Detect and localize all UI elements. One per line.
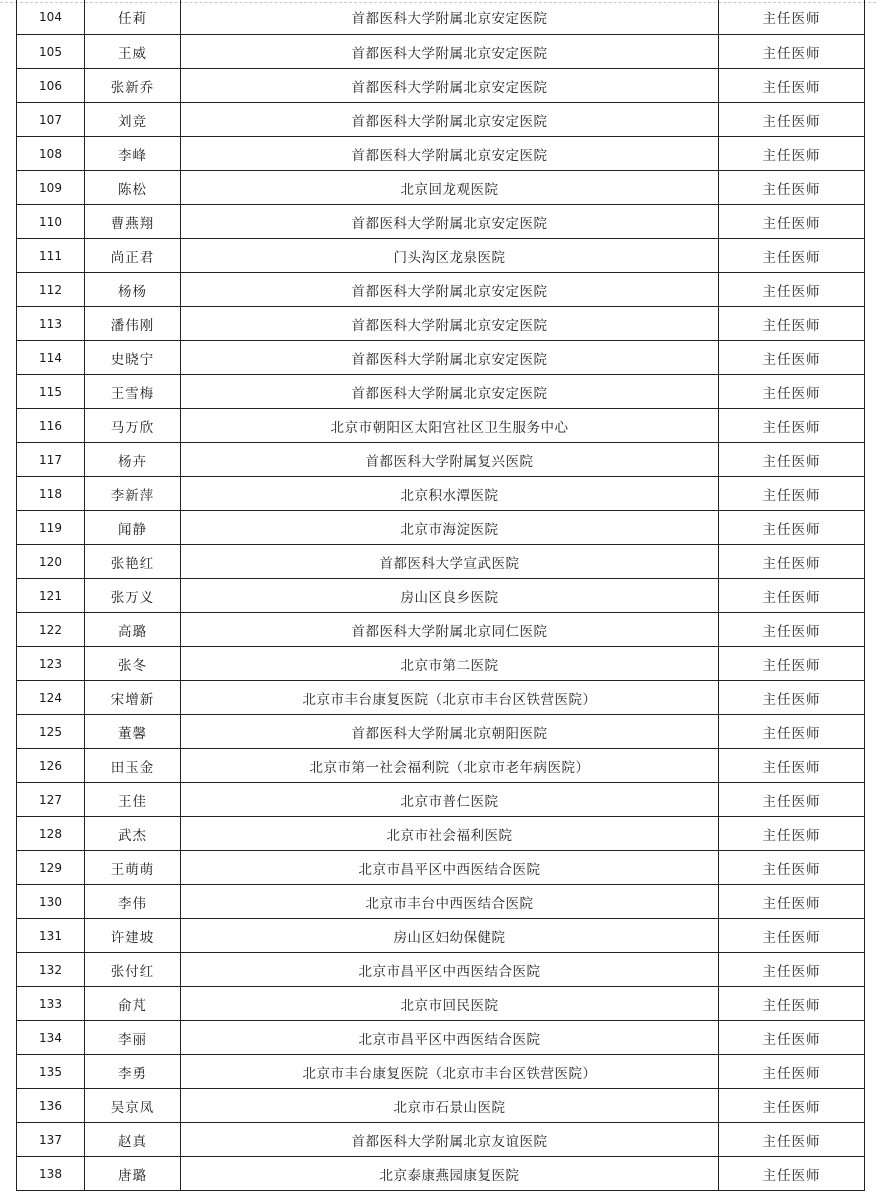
row-number-cell: 107	[17, 103, 85, 137]
hospital-cell: 首都医科大学附属北京安定医院	[181, 307, 719, 341]
job-title-cell: 主任医师	[719, 1157, 865, 1191]
hospital-cell: 北京市第一社会福利院（北京市老年病医院）	[181, 749, 719, 783]
row-number-cell: 124	[17, 681, 85, 715]
hospital-cell: 首都医科大学附属北京友谊医院	[181, 1123, 719, 1157]
doctor-name-cell: 田玉金	[85, 749, 181, 783]
row-number-cell: 120	[17, 545, 85, 579]
doctor-name-cell: 杨杨	[85, 273, 181, 307]
doctor-name-cell: 李新萍	[85, 477, 181, 511]
row-number-cell: 133	[17, 987, 85, 1021]
job-title-cell: 主任医师	[719, 375, 865, 409]
job-title-cell: 主任医师	[719, 1089, 865, 1123]
row-number-cell: 118	[17, 477, 85, 511]
row-number-cell: 111	[17, 239, 85, 273]
hospital-cell: 首都医科大学附属北京朝阳医院	[181, 715, 719, 749]
job-title-cell: 主任医师	[719, 0, 865, 35]
row-number-cell: 123	[17, 647, 85, 681]
doctor-name-cell: 张冬	[85, 647, 181, 681]
row-number-cell: 132	[17, 953, 85, 987]
hospital-cell: 北京市丰台中西医结合医院	[181, 885, 719, 919]
job-title-cell: 主任医师	[719, 35, 865, 69]
row-number-cell: 127	[17, 783, 85, 817]
doctor-name-cell: 李伟	[85, 885, 181, 919]
table-row	[17, 817, 865, 851]
doctor-name-cell: 尚正君	[85, 239, 181, 273]
doctor-name-cell: 潘伟刚	[85, 307, 181, 341]
table-row	[17, 511, 865, 545]
table-row	[17, 783, 865, 817]
hospital-cell: 北京回龙观医院	[181, 171, 719, 205]
table-row	[17, 613, 865, 647]
table-row	[17, 1055, 865, 1089]
table-row	[17, 919, 865, 953]
hospital-cell: 北京市丰台康复医院（北京市丰台区铁营医院）	[181, 681, 719, 715]
row-number-cell: 112	[17, 273, 85, 307]
table-row	[17, 545, 865, 579]
doctor-name-cell: 俞芃	[85, 987, 181, 1021]
hospital-cell: 首都医科大学附属北京同仁医院	[181, 613, 719, 647]
doctor-name-cell: 杨卉	[85, 443, 181, 477]
job-title-cell: 主任医师	[719, 443, 865, 477]
job-title-cell: 主任医师	[719, 239, 865, 273]
row-number-cell: 110	[17, 205, 85, 239]
row-number-cell: 116	[17, 409, 85, 443]
hospital-cell: 北京市海淀医院	[181, 511, 719, 545]
doctor-list-table	[16, 0, 865, 1191]
row-number-cell: 119	[17, 511, 85, 545]
row-number-cell: 104	[17, 0, 85, 35]
job-title-cell: 主任医师	[719, 307, 865, 341]
job-title-cell: 主任医师	[719, 817, 865, 851]
hospital-cell: 门头沟区龙泉医院	[181, 239, 719, 273]
hospital-cell: 首都医科大学附属北京安定医院	[181, 205, 719, 239]
table-row	[17, 851, 865, 885]
hospital-cell: 首都医科大学附属北京安定医院	[181, 341, 719, 375]
hospital-cell: 首都医科大学附属北京安定医院	[181, 273, 719, 307]
job-title-cell: 主任医师	[719, 1055, 865, 1089]
job-title-cell: 主任医师	[719, 681, 865, 715]
job-title-cell: 主任医师	[719, 545, 865, 579]
table-row	[17, 681, 865, 715]
row-number-cell: 108	[17, 137, 85, 171]
table-row	[17, 35, 865, 69]
hospital-cell: 北京市社会福利医院	[181, 817, 719, 851]
hospital-cell: 北京市石景山医院	[181, 1089, 719, 1123]
table-row	[17, 749, 865, 783]
table-row	[17, 341, 865, 375]
row-number-cell: 114	[17, 341, 85, 375]
doctor-name-cell: 王威	[85, 35, 181, 69]
job-title-cell: 主任医师	[719, 715, 865, 749]
job-title-cell: 主任医师	[719, 579, 865, 613]
table-row	[17, 987, 865, 1021]
table-row	[17, 103, 865, 137]
table-row	[17, 409, 865, 443]
hospital-cell: 北京市昌平区中西医结合医院	[181, 1021, 719, 1055]
doctor-name-cell: 张艳红	[85, 545, 181, 579]
table-row	[17, 953, 865, 987]
doctor-name-cell: 董馨	[85, 715, 181, 749]
doctor-name-cell: 赵真	[85, 1123, 181, 1157]
hospital-cell: 北京积水潭医院	[181, 477, 719, 511]
table-row	[17, 137, 865, 171]
table-row	[17, 375, 865, 409]
job-title-cell: 主任医师	[719, 273, 865, 307]
hospital-cell: 首都医科大学附属北京安定医院	[181, 69, 719, 103]
hospital-cell: 首都医科大学附属复兴医院	[181, 443, 719, 477]
doctor-name-cell: 陈松	[85, 171, 181, 205]
table-row	[17, 715, 865, 749]
table-row	[17, 1123, 865, 1157]
doctor-name-cell: 许建坡	[85, 919, 181, 953]
doctor-name-cell: 李峰	[85, 137, 181, 171]
job-title-cell: 主任医师	[719, 409, 865, 443]
doctor-name-cell: 李丽	[85, 1021, 181, 1055]
doctor-name-cell: 吴京凤	[85, 1089, 181, 1123]
hospital-cell: 北京市回民医院	[181, 987, 719, 1021]
row-number-cell: 115	[17, 375, 85, 409]
hospital-cell: 北京市昌平区中西医结合医院	[181, 953, 719, 987]
table-row	[17, 239, 865, 273]
row-number-cell: 109	[17, 171, 85, 205]
table-row	[17, 1089, 865, 1123]
table-row	[17, 0, 865, 35]
row-number-cell: 129	[17, 851, 85, 885]
hospital-cell: 房山区妇幼保健院	[181, 919, 719, 953]
hospital-cell: 北京市昌平区中西医结合医院	[181, 851, 719, 885]
job-title-cell: 主任医师	[719, 69, 865, 103]
job-title-cell: 主任医师	[719, 171, 865, 205]
hospital-cell: 北京市第二医院	[181, 647, 719, 681]
row-number-cell: 117	[17, 443, 85, 477]
row-number-cell: 135	[17, 1055, 85, 1089]
hospital-cell: 首都医科大学附属北京安定医院	[181, 103, 719, 137]
hospital-cell: 首都医科大学附属北京安定医院	[181, 35, 719, 69]
row-number-cell: 137	[17, 1123, 85, 1157]
table-row	[17, 477, 865, 511]
hospital-cell: 北京泰康燕园康复医院	[181, 1157, 719, 1191]
table-row	[17, 579, 865, 613]
row-number-cell: 136	[17, 1089, 85, 1123]
row-number-cell: 106	[17, 69, 85, 103]
job-title-cell: 主任医师	[719, 851, 865, 885]
table-row	[17, 307, 865, 341]
job-title-cell: 主任医师	[719, 1123, 865, 1157]
job-title-cell: 主任医师	[719, 885, 865, 919]
row-number-cell: 130	[17, 885, 85, 919]
doctor-name-cell: 李勇	[85, 1055, 181, 1089]
job-title-cell: 主任医师	[719, 647, 865, 681]
table-row	[17, 171, 865, 205]
row-number-cell: 126	[17, 749, 85, 783]
hospital-cell: 北京市丰台康复医院（北京市丰台区铁营医院）	[181, 1055, 719, 1089]
doctor-name-cell: 王萌萌	[85, 851, 181, 885]
job-title-cell: 主任医师	[719, 341, 865, 375]
hospital-cell: 首都医科大学宣武医院	[181, 545, 719, 579]
table-row	[17, 1157, 865, 1191]
doctor-name-cell: 唐璐	[85, 1157, 181, 1191]
row-number-cell: 128	[17, 817, 85, 851]
table-row	[17, 443, 865, 477]
doctor-name-cell: 张付红	[85, 953, 181, 987]
table-row	[17, 69, 865, 103]
job-title-cell: 主任医师	[719, 783, 865, 817]
row-number-cell: 105	[17, 35, 85, 69]
doctor-name-cell: 曹燕翔	[85, 205, 181, 239]
job-title-cell: 主任医师	[719, 613, 865, 647]
doctor-name-cell: 宋增新	[85, 681, 181, 715]
row-number-cell: 113	[17, 307, 85, 341]
row-number-cell: 138	[17, 1157, 85, 1191]
job-title-cell: 主任医师	[719, 477, 865, 511]
doctor-name-cell: 闻静	[85, 511, 181, 545]
doctor-name-cell: 马万欣	[85, 409, 181, 443]
row-number-cell: 134	[17, 1021, 85, 1055]
row-number-cell: 131	[17, 919, 85, 953]
job-title-cell: 主任医师	[719, 137, 865, 171]
table-row	[17, 885, 865, 919]
doctor-name-cell: 史晓宁	[85, 341, 181, 375]
job-title-cell: 主任医师	[719, 1021, 865, 1055]
hospital-cell: 房山区良乡医院	[181, 579, 719, 613]
job-title-cell: 主任医师	[719, 103, 865, 137]
doctor-name-cell: 武杰	[85, 817, 181, 851]
row-number-cell: 125	[17, 715, 85, 749]
doctor-name-cell: 王雪梅	[85, 375, 181, 409]
hospital-cell: 首都医科大学附属北京安定医院	[181, 137, 719, 171]
job-title-cell: 主任医师	[719, 953, 865, 987]
row-number-cell: 121	[17, 579, 85, 613]
job-title-cell: 主任医师	[719, 205, 865, 239]
table-row	[17, 273, 865, 307]
job-title-cell: 主任医师	[719, 511, 865, 545]
hospital-cell: 北京市普仁医院	[181, 783, 719, 817]
doctor-name-cell: 任莉	[85, 0, 181, 35]
row-number-cell: 122	[17, 613, 85, 647]
table-row	[17, 205, 865, 239]
doctor-name-cell: 张新乔	[85, 69, 181, 103]
job-title-cell: 主任医师	[719, 749, 865, 783]
doctor-name-cell: 张万义	[85, 579, 181, 613]
hospital-cell: 首都医科大学附属北京安定医院	[181, 375, 719, 409]
hospital-cell: 首都医科大学附属北京安定医院	[181, 0, 719, 35]
hospital-cell: 北京市朝阳区太阳宫社区卫生服务中心	[181, 409, 719, 443]
table-row	[17, 1021, 865, 1055]
job-title-cell: 主任医师	[719, 987, 865, 1021]
doctor-name-cell: 刘竞	[85, 103, 181, 137]
table-row	[17, 647, 865, 681]
job-title-cell: 主任医师	[719, 919, 865, 953]
table-body	[17, 0, 865, 1191]
doctor-name-cell: 高璐	[85, 613, 181, 647]
doctor-name-cell: 王佳	[85, 783, 181, 817]
